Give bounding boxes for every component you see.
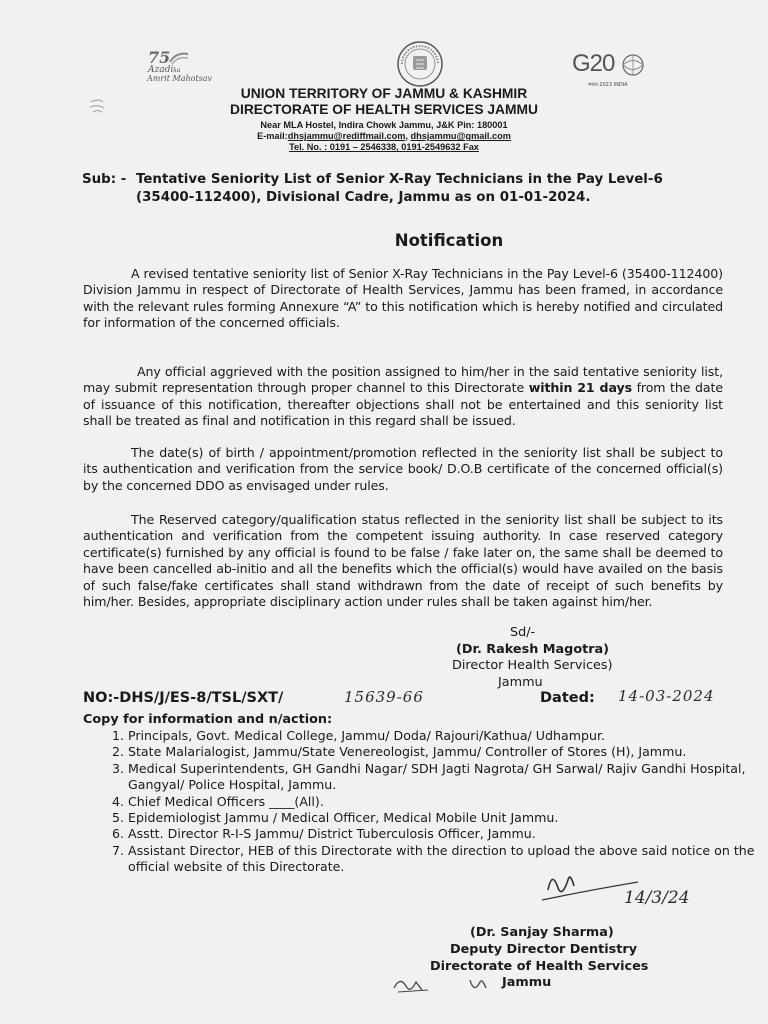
deputy-director-office: Directorate of Health Services	[430, 958, 649, 974]
header-line2: DIRECTORATE OF HEALTH SERVICES JAMMU	[230, 102, 538, 117]
page-title: Notification	[394, 231, 504, 250]
list-item: 1. Principals, Govt. Medical College, Jammu/ Doda/ Rajouri/Kathua/ Udhampur.	[128, 728, 768, 744]
paragraph-2: Any official aggrieved with the position assigned to him/her in the said tentative seniority list, may submit representation through proper channel to this Directorate within 21 days from the date of issuance of this notification, thereafter objections shall not be entertained and this seniority list shall be treated as final and notification in this regard shall be issued.	[83, 364, 723, 429]
subject-label: Sub: -	[82, 172, 127, 187]
director-place: Jammu	[498, 674, 543, 690]
list-item: 3. Medical Superintendents, GH Gandhi Nagar/ SDH Jagti Nagrota/ GH Sarwal/ Rajiv Gandhi Hospital, Gangyal/ Police Hospital, Jammu.	[128, 761, 768, 794]
deputy-director-designation: Deputy Director Dentistry	[450, 941, 638, 957]
header-line1: UNION TERRITORY OF JAMMU & KASHMIR	[240, 86, 528, 101]
signed-mark: Sd/-	[510, 625, 536, 640]
bottom-initials-scribble	[388, 970, 498, 1000]
list-item: 4. Chief Medical Officers ____(All).	[128, 794, 768, 810]
deputy-director-name: (Dr. Sanjay Sharma)	[470, 925, 614, 940]
subject-line1: Sub: - Tentative Seniority List of Senior X-Ray Technicians in the Pay Level-6	[82, 172, 663, 187]
list-item: 5. Epidemiologist Jammu / Medical Officer, Medical Mobile Unit Jammu.	[128, 810, 768, 826]
dated-label: Dated:	[540, 690, 595, 706]
jk-emblem-icon	[396, 40, 444, 88]
paragraph-4: The Reserved category/qualification status reflected in the seniority list shall be subject to its authentication and verification from the competent issuing authority. In case reserved category certificate(s) furnished by any official is found to be false / fake later on, the same shall be deemed to have been cancelled ab-initio and all the benefits which the official(s) would have availed on the basis of such false/fake certificates shall stand withdrawn from the date of receipt of such benefits by him/her. Besides, appropriate disciplinary action under rules shall be taken against him/her.	[83, 512, 723, 610]
azadi-logo-line2: Amrit Mahotsav	[147, 74, 213, 83]
director-designation: Director Health Services)	[452, 658, 613, 673]
azadi-logo-line1: Azadika	[148, 65, 181, 75]
header-email: E-mail:dhsjammu@rediffmail.com, dhsjammu@gmail.com	[257, 131, 511, 141]
paragraph-3: The date(s) of birth / appointment/promotion reflected in the seniority list shall be subject to its authentication and verification from the service book/ D.O.B certificate of the concerned official(s) by the concerned DDO as envisaged under rules.	[83, 445, 723, 493]
g20-caption: भारत 2023 INDIA	[588, 82, 628, 88]
handwritten-reference-no: 15639-66	[344, 688, 424, 706]
copy-list	[83, 728, 768, 876]
list-item: 7. Assistant Director, HEB of this Directorate with the direction to upload the above said notice on the official website of this Directorate.	[128, 843, 768, 876]
g20-logo-text: G20	[572, 50, 615, 77]
flag-swirl-icon	[168, 50, 190, 66]
list-item: 2. State Malarialogist, Jammu/State Venereologist, Jammu/ Controller of Stores (H), Jammu.	[128, 744, 768, 760]
header-address: Near MLA Hostel, Indira Chowk Jammu, J&K Pin: 180001	[260, 120, 508, 130]
email-link-2[interactable]: dhsjammu@gmail.com	[410, 131, 511, 141]
deputy-director-place: Jammu	[502, 975, 552, 991]
deadline-emphasis: within 21 days	[528, 380, 632, 396]
email-prefix: E-mail:	[257, 131, 288, 141]
subject-line2: (35400-112400), Divisional Cadre, Jammu as on 01-01-2024.	[136, 190, 591, 205]
azadi-logo-number: 75	[148, 48, 171, 67]
header-phone: Tel. No. : 0191 – 2546338, 0191-2549632 Fax	[289, 142, 479, 152]
reference-number: NO:-DHS/J/ES-8/TSL/SXT/	[83, 690, 284, 706]
copy-heading: Copy for information and n/action:	[83, 712, 333, 727]
director-name: (Dr. Rakesh Magotra)	[456, 641, 610, 657]
handwritten-date: 14-03-2024	[618, 687, 715, 705]
subject-block	[82, 171, 742, 207]
email-link-1[interactable]: dhsjammu@rediffmail.com	[287, 131, 406, 141]
lotus-globe-icon	[618, 52, 648, 78]
handwritten-initials: 14/3/24	[624, 888, 690, 908]
paragraph-1: A revised tentative seniority list of Senior X-Ray Technicians in the Pay Level-6 (35400-112400) Division Jammu in respect of Directorate of Health Services, Jammu has been framed, in accordance with the relevant rules forming Annexure “A” to this notification which is hereby notified and circulated for information of the concerned officials.	[83, 266, 723, 331]
signatory-director	[450, 625, 650, 691]
azadi-ka-amrit-mahotsav-logo	[138, 48, 238, 88]
list-item: 6. Asstt. Director R-I-S Jammu/ District Tuberculosis Officer, Jammu.	[128, 826, 768, 842]
